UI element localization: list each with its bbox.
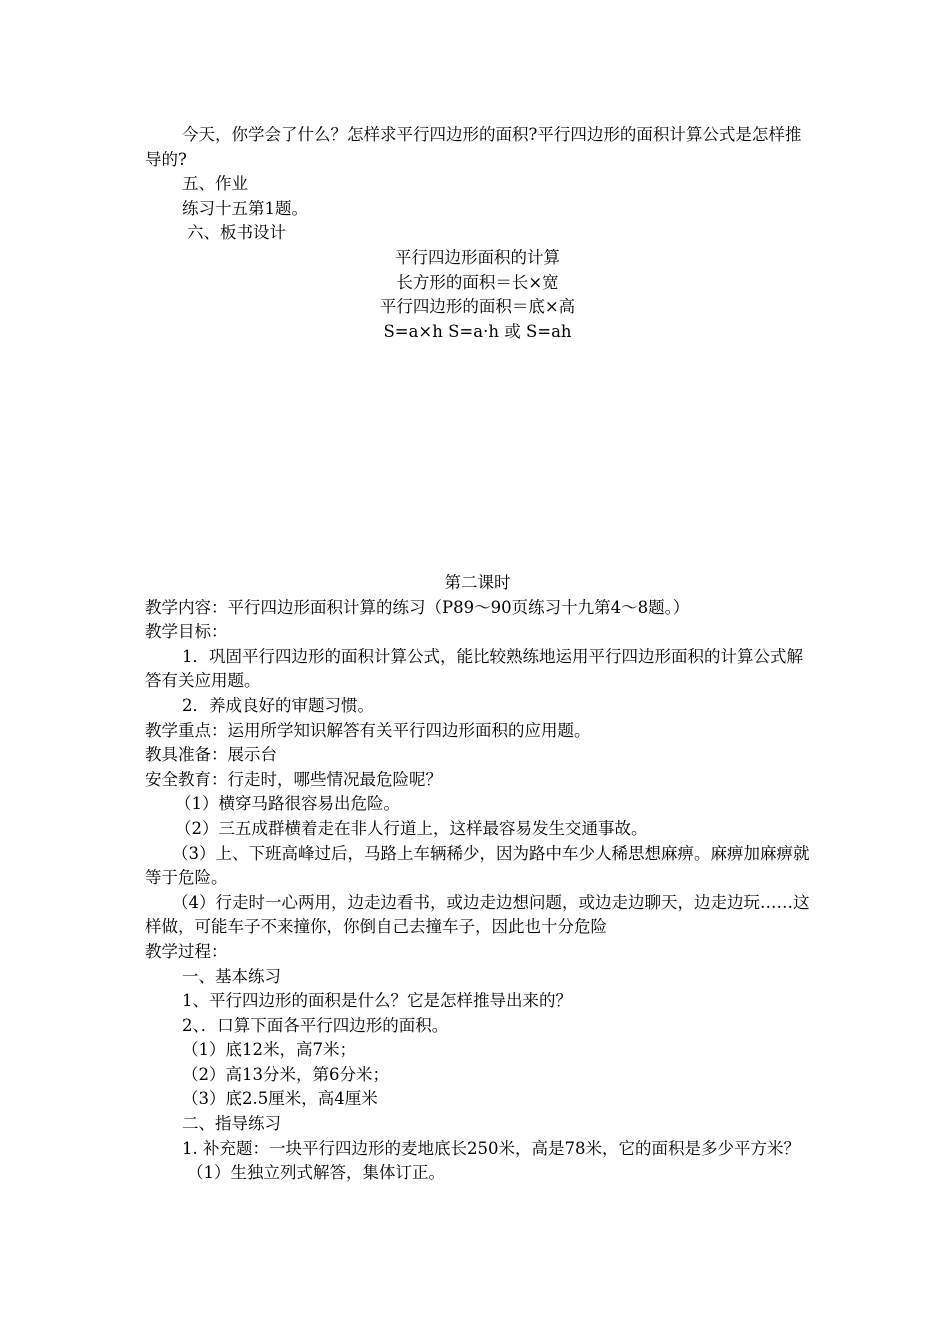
basic-practice-1: 1、平行四边形的面积是什么？它是怎样推导出来的？ — [182, 991, 572, 1011]
board-line-rectangle-formula: 长方形的面积＝长×宽 — [396, 272, 559, 292]
board-line-symbol-formula: S=a×h S=a·h 或 S=ah — [383, 321, 572, 341]
teaching-key-point: 教学重点：运用所学知识解答有关平行四边形面积的应用题。 — [145, 720, 591, 740]
teaching-goal-2: 2．养成良好的审题习惯。 — [182, 695, 374, 715]
calc-item-1: （1）底12米，高7米； — [182, 1040, 356, 1060]
calc-item-3: （3）底2.5厘米，高4厘米 — [182, 1089, 378, 1109]
guided-practice-heading: 二、指导练习 — [182, 1114, 281, 1134]
safety-item-4: （4）行走时一心两用，边走边看书，或边走边想问题，或边走边聊天，边走边玩……这样做，可能车子不来撞你，你倒自己去撞车子，因此也十分危险 — [145, 892, 810, 937]
teaching-goal-1: 1．巩固平行四边形的面积计算公式，能比较熟练地运用平行四边形面积的计算公式解答有关应用题。 — [145, 646, 803, 691]
calc-item-2: （2）高13分米，第6分米； — [182, 1064, 389, 1084]
homework-text: 练习十五第1题。 — [182, 198, 308, 218]
safety-item-3: （3）上、下班高峰过后，马路上车辆稀少，因为路中车少人稀思想麻痹。麻痹加麻痹就等于危险。 — [145, 843, 810, 888]
lesson-title: 第二课时 — [444, 573, 511, 592]
homework-heading: 五、作业 — [182, 174, 248, 194]
teaching-process-heading: 教学过程： — [145, 941, 228, 961]
safety-item-2: （2）三五成群横着走在非人行道上，这样最容易发生交通事故。 — [175, 818, 648, 838]
board-line-parallelogram-formula: 平行四边形的面积＝底×高 — [379, 297, 576, 317]
basic-practice-heading: 一、基本练习 — [182, 966, 281, 986]
safety-heading: 安全教育：行走时，哪些情况最危险呢？ — [145, 769, 442, 789]
teaching-content: 教学内容：平行四边形面积计算的练习（P89～90页练习十九第4～8题。） — [145, 597, 690, 617]
guided-practice-1-step: （1）生独立列式解答，集体订正。 — [187, 1163, 445, 1183]
second-lesson-section — [145, 571, 810, 1186]
board-design-heading: 六、板书设计 — [187, 223, 286, 243]
board-line-title: 平行四边形面积的计算 — [395, 247, 560, 267]
teaching-tools: 教具准备：展示台 — [145, 745, 277, 765]
basic-practice-2: 2、．口算下面各平行四边形的面积。 — [182, 1015, 449, 1035]
guided-practice-1: 1. 补充题：一块平行四边形的麦地底长250米，高是78米，它的面积是多少平方米？ — [182, 1138, 800, 1158]
teaching-goals-heading: 教学目标： — [145, 622, 228, 642]
summary-paragraph: 今天，你学会了什么？怎样求平行四边形的面积?平行四边形的面积计算公式是怎样推导的? — [145, 125, 802, 169]
lesson-review-section — [145, 123, 810, 344]
safety-item-1: （1）横穿马路很容易出危险。 — [175, 794, 400, 814]
